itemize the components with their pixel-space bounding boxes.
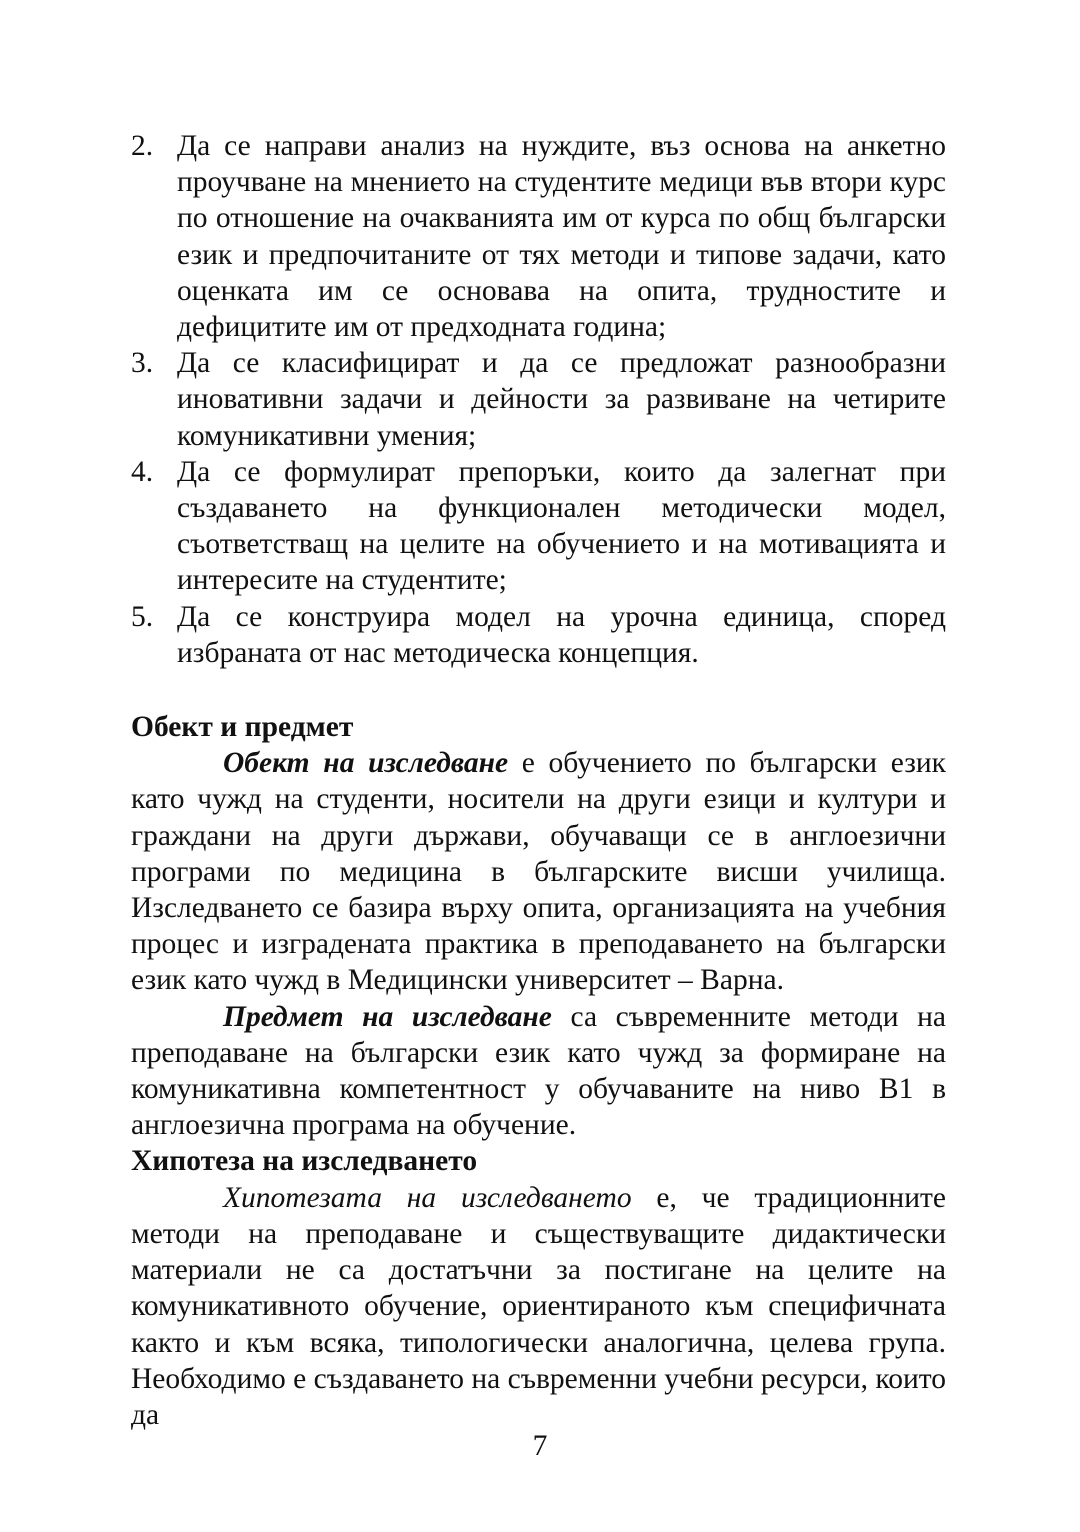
page-body: [131, 128, 946, 1433]
subject-paragraph: [131, 999, 946, 1144]
list-item: [131, 128, 946, 345]
list-item-number: 5.: [131, 600, 154, 633]
list-item-number: 3.: [131, 347, 154, 380]
object-text: е обучението по български език като чужд на студенти, носители на други езици и култури и граждани на други държави, обучаващи се в англоезични програми по медицина в българските висши училища. Изследването се базира върху опита, организацията на учебния процес и изградената практика в преподаването на български език като чужд в Медицински университет – Варна.: [131, 747, 946, 997]
object-section-heading: Обект и предмет: [131, 711, 354, 744]
page-number: 7: [532, 1430, 548, 1462]
object-paragraph: [131, 745, 946, 998]
goals-list: [131, 128, 946, 671]
list-item: [131, 345, 946, 454]
list-item-number: 2.: [131, 130, 154, 162]
list-item-number: 4.: [131, 455, 154, 488]
list-item-text: Да се направи анализ на нуждите, въз основа на анкетно проучване на мнението на студентите медици във втори курс по отношение на очакванията им от курса по общ български език и предпочитаните от тях методи и типове задачи, като оценката им се основава на опита, трудностите и дефицитите им от предходната година;: [177, 130, 946, 344]
subject-term: Предмет на изследване: [223, 1000, 552, 1033]
list-item-text: Да се класифицират и да се предложат разнообразни иновативни задачи и дейности за развиване на четирите комуникативни умения;: [177, 347, 946, 452]
list-item-text: Да се формулират препоръки, които да залегнат при създаването на функционален методически модел, съответстващ на целите на обучението и на мотивацията и интересите на студентите;: [177, 455, 946, 597]
hypothesis-term: Хипотезата на изследването: [223, 1181, 632, 1214]
hypothesis-text: е, че традиционните методи на преподаване и съществуващите дидактически материали не са достатъчни за постигане на целите на комуникативното обучение, ориентираното към специфичната както и към всяка, типологически аналогична, целева група. Необходимо е създаването на съвременни учебни ресурси, които да: [131, 1181, 946, 1431]
list-item: [131, 454, 946, 599]
hypothesis-section-heading: Хипотеза на изследването: [131, 1145, 478, 1178]
object-term: Обект на изследване: [223, 747, 509, 780]
list-item-text: Да се конструира модел на урочна единица, според избраната от нас методическа концепция.: [177, 600, 946, 669]
hypothesis-paragraph: [131, 1180, 946, 1433]
subject-text: са съвременните методи на преподаване на български език като чужд за формиране на комуникативна компетентност у обучаваните на ниво В1 в англоезична програма на обучение.: [131, 1000, 946, 1142]
list-item: [131, 599, 946, 671]
section-spacer: [131, 671, 946, 709]
